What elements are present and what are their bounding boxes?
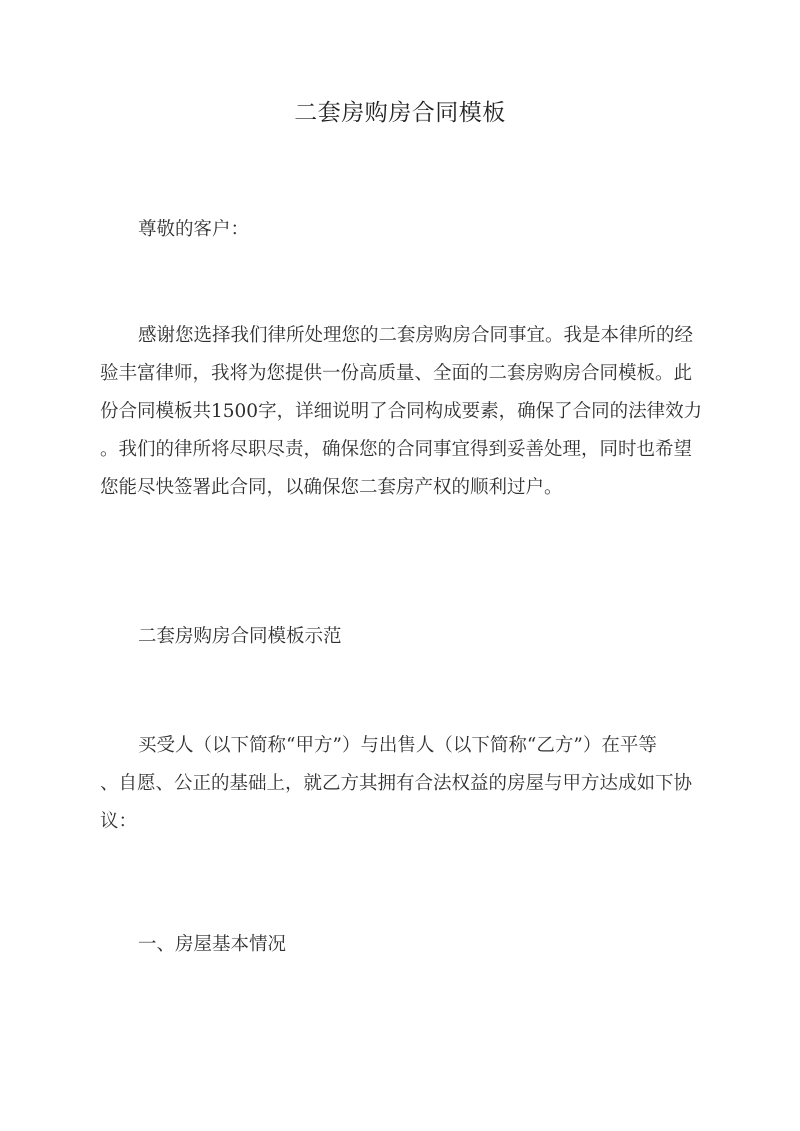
document-title: 二套房购房合同模板 [294,100,506,126]
agreement-line: 买受人（以下简称“甲方”）与出售人（以下简称“乙方”）在平等 [138,735,657,756]
intro-line: 您能尽快签署此合同，以确保您二套房产权的顺利过户。 [100,477,563,498]
agreement-line: 议： [100,811,138,832]
intro-line: 。我们的律所将尽职尽责，确保您的合同事宜得到妥善处理，同时也希望 [100,439,693,460]
agreement-line: 、自愿、公正的基础上，就乙方其拥有合法权益的房屋与甲方达成如下协 [100,773,693,794]
intro-paragraph [100,317,703,507]
intro-line: 感谢您选择我们律所处理您的二套房购房合同事宜。我是本律所的经 [138,325,694,346]
section-heading-1: 一、房屋基本情况 [138,934,287,955]
greeting-line: 尊敬的客户： [138,219,250,240]
agreement-paragraph [100,727,700,841]
intro-line: 验丰富律师，我将为您提供一份高质量、全面的二套房购房合同模板。此 [100,363,693,384]
template-subtitle: 二套房购房合同模板示范 [138,626,342,647]
intro-line: 份合同模板共1500字，详细说明了合同构成要素，确保了合同的法律效力 [100,401,703,422]
